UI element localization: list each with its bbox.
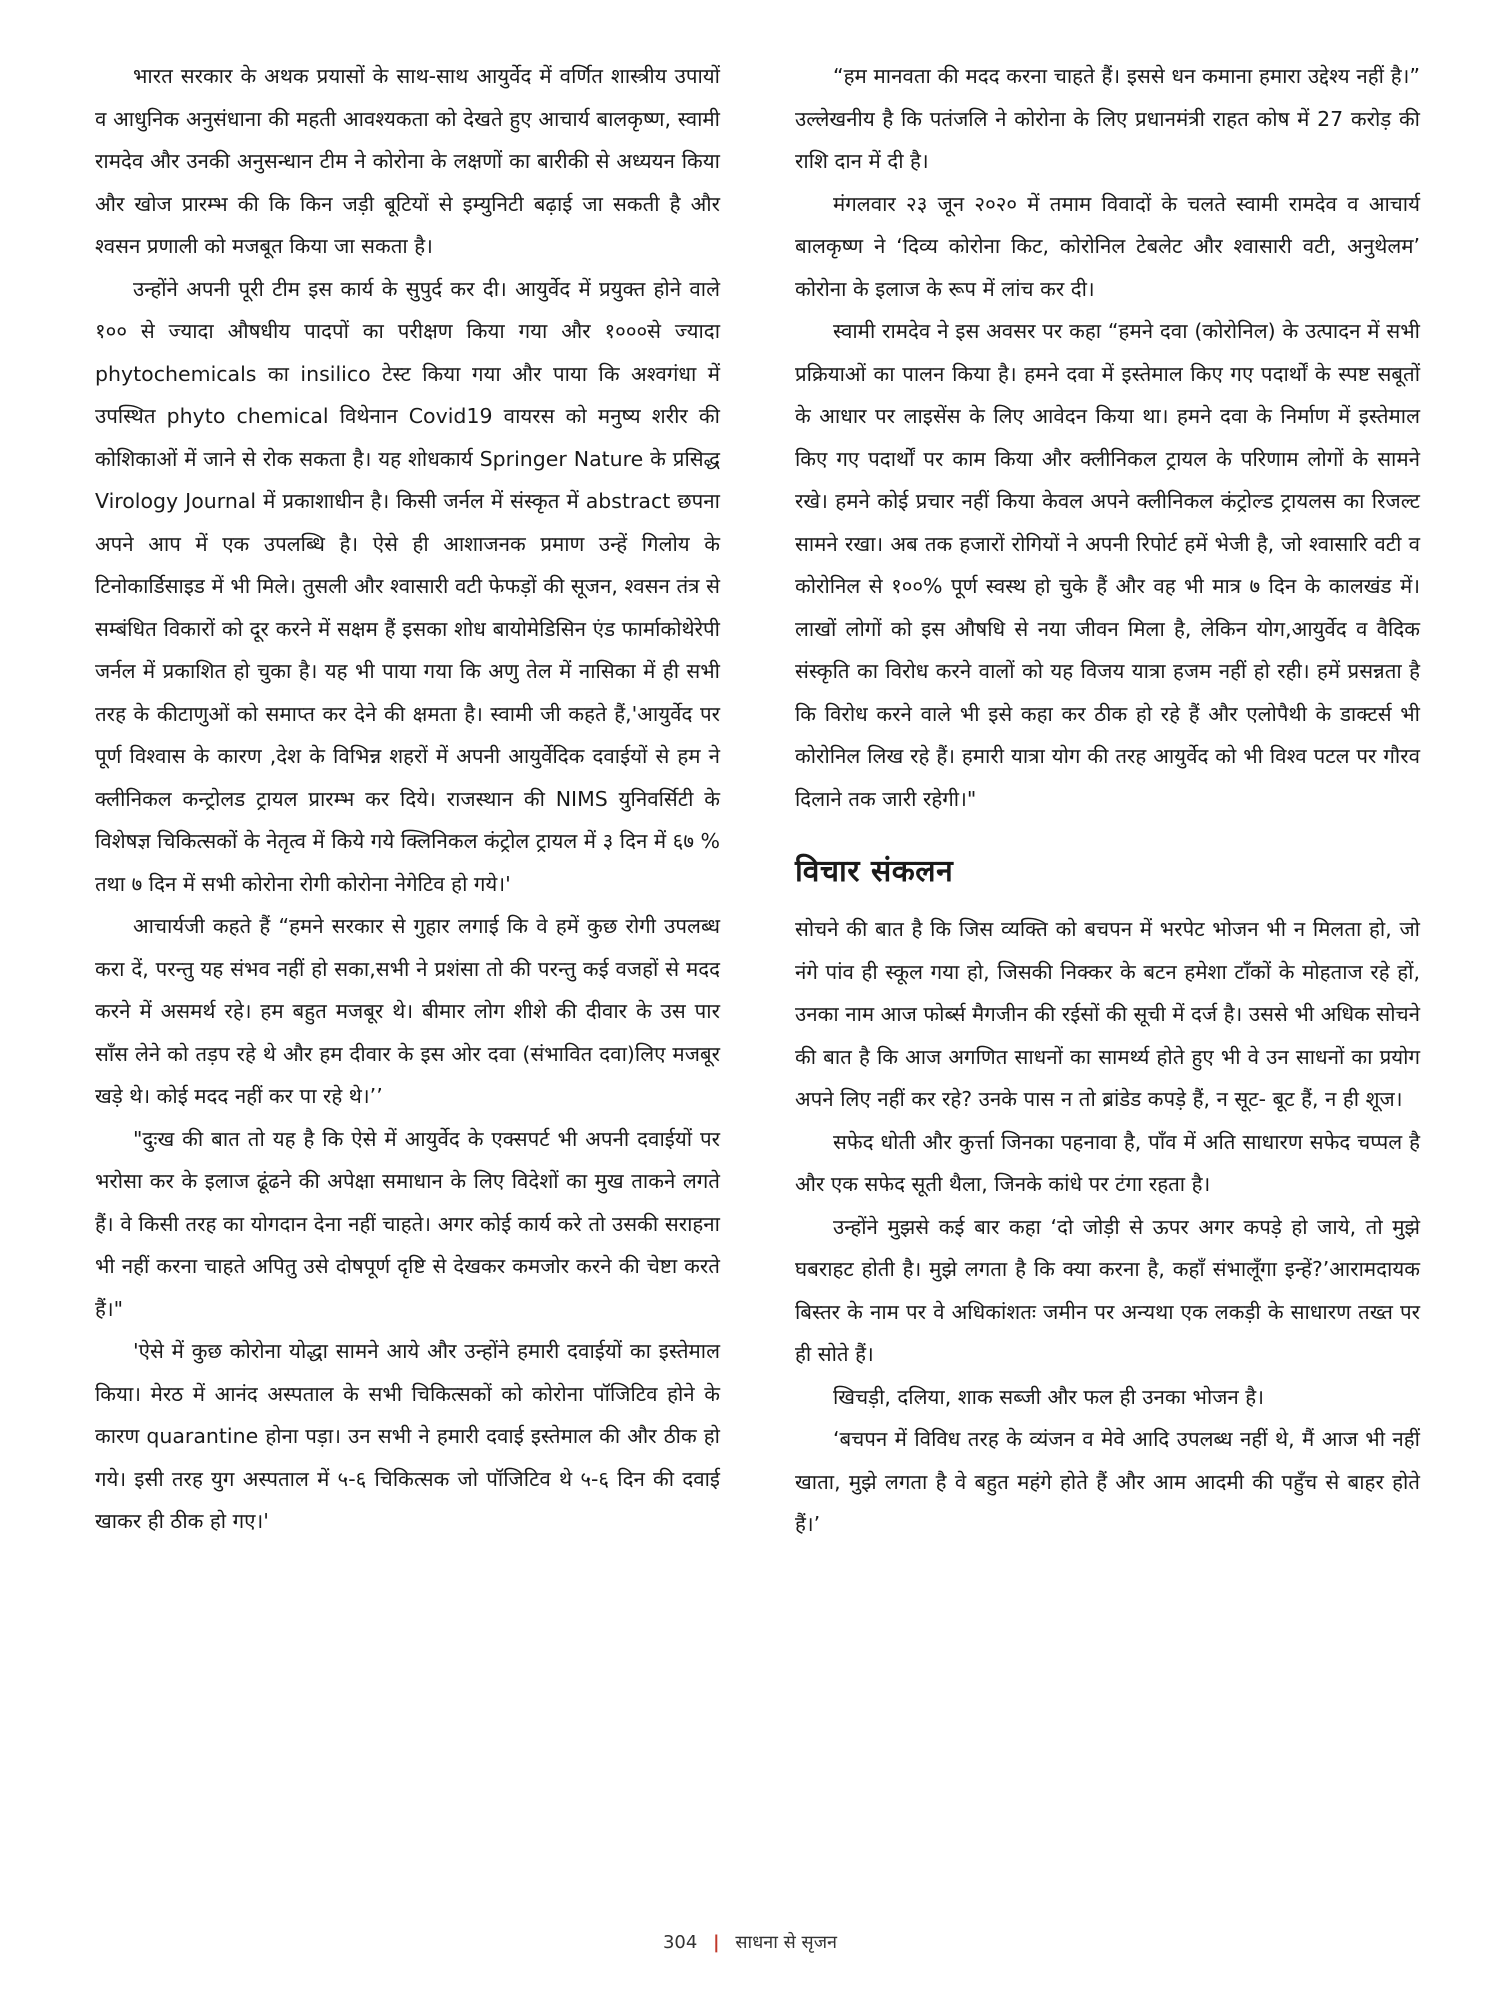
body-paragraph: "दुःख की बात तो यह है कि ऐसे में आयुर्वेद के एक्सपर्ट भी अपनी दवाईयों पर भरोसा कर के इलाज ढूंढने की अपेक्षा समाधान के लिए विदेशों का मुख ताकने लगते हैं। वे किसी तरह का योगदान देना नहीं चाहते। अगर कोई कार्य करे तो उसकी सराहना भी नहीं करना चाहते अपितु उसे दोषपूर्ण दृष्टि से देखकर कमजोर करने की चेष्टा करते हैं।" <box>95 1126 720 1321</box>
body-paragraph: 'ऐसे में कुछ कोरोना योद्धा सामने आये और उन्होंने हमारी दवाईयों का इस्तेमाल किया। मेरठ में आनंद अस्पताल के सभी चिकित्सकों को कोरोना पॉजिटिव होने के कारण quarantine होना पड़ा। उन सभी ने हमारी दवाई इस्तेमाल की और ठीक हो गये। इसी तरह युग अस्पताल में ५-६ चिकित्सक जो पॉजिटिव थे ५-६ दिन की दवाई खाकर ही ठीक हो गए।' <box>95 1339 720 1533</box>
body-paragraph: खिचड़ी, दलिया, शाक सब्जी और फल ही उनका भोजन है। <box>833 1384 1264 1409</box>
section-heading: विचार संकलन <box>795 854 954 889</box>
body-paragraph: मंगलवार २३ जून २०२० में तमाम विवादों के चलते स्वामी रामदेव व आचार्य बालकृष्ण ने ‘दिव्य कोरोना किट, कोरोनिल टेबलेट और श्वासारी वटी, अनुथेलम’ कोरोना के इलाज के रूप में लांच कर दी। <box>795 191 1420 301</box>
body-paragraph: उन्होंने अपनी पूरी टीम इस कार्य के सुपुर्द कर दी। आयुर्वेद में प्रयुक्त होने वाले १०० से ज्यादा औषधीय पादपों का परीक्षण किया गया और १०००से ज्यादा phytochemicals का insilico टेस्ट किया गया और पाया कि अश्वगंधा में उपस्थित phyto chemical विथेनान Covid19 वायरस को मनुष्य शरीर की कोशिकाओं में जाने से रोक सकता है। यह शोधकार्य Springer Nature के प्रसिद्ध Virology Journal में प्रकाशाधीन है। किसी जर्नल में संस्कृत में abstract छपना अपने आप में एक उपलब्धि है। ऐसे ही आशाजनक प्रमाण उन्हें गिलोय के टिनोकार्डिसाइड में भी मिले। तुसली और श्वासारी वटी फेफड़ों की सूजन, श्वसन तंत्र से सम्बंधित विकारों को दूर करने में सक्षम हैं इसका शोध बायोमेडिसिन एंड फार्माकोथेरेपी जर्नल में प्रकाशित हो चुका है। यह भी पाया गया कि अणु तेल में नासिका में ही सभी तरह के कीटाणुओं को समाप्त कर देने की क्षमता है। स्वामी जी कहते हैं,'आयुर्वेद पर पूर्ण विश्वास के कारण ,देश के विभिन्न शहरों में अपनी आयुर्वेदिक दवाईयों से हम ने क्लीनिकल कन्ट्रोलड ट्रायल प्रारम्भ कर दिये। राजस्थान की NIMS युनिवर्सिटी के विशेषज्ञ चिकित्सकों के नेतृत्व में किये गये क्लिनिकल कंट्रोल ट्रायल में ३ दिन में ६७ % तथा ७ दिन में सभी कोरोना रोगी कोरोना नेगेटिव हो गये।' <box>95 276 720 896</box>
page-number: 304 <box>662 1932 698 1953</box>
left-column <box>95 55 720 1543</box>
body-paragraph: उन्होंने मुझसे कई बार कहा ‘दो जोड़ी से ऊपर अगर कपड़े हो जाये, तो मुझे घबराहट होती है। मुझे लगता है कि क्या करना है, कहाँ संभालूँगा इन्हें?’आरामदायक बिस्तर के नाम पर वे अधिकांशतः जमीन पर अन्यथा एक लकड़ी के साधारण तख्त पर ही सोते हैं। <box>795 1214 1420 1366</box>
body-paragraph: सफेद धोती और कुर्त्ता जिनका पहनावा है, पाँव में अति साधारण सफेद चप्पल है और एक सफेद सूती थैला, जिनके कांधे पर टंगा रहता है। <box>795 1129 1420 1196</box>
body-paragraph: आचार्यजी कहते हैं “हमने सरकार से गुहार लगाई कि वे हमें कुछ रोगी उपलब्ध करा दें, परन्तु यह संभव नहीं हो सका,सभी ने प्रशंसा तो की परन्तु कई वजहों से मदद करने में असमर्थ रहे। हम बहुत मजबूर थे। बीमार लोग शीशे की दीवार के उस पार साँस लेने को तड़प रहे थे और हम दीवार के इस ओर दवा (संभावित दवा)लिए मजबूर खड़े थे। कोई मदद नहीं कर पा रहे थे।’’ <box>95 914 720 1108</box>
page-footer <box>0 1930 1500 1954</box>
body-paragraph: सोचने की बात है कि जिस व्यक्ति को बचपन में भरपेट भोजन भी न मिलता हो, जो नंगे पांव ही स्कूल गया हो, जिसकी निक्कर के बटन हमेशा टाँकों के मोहताज रहे हों, उनका नाम आज फोर्ब्स मैगजीन की रईसों की सूची में दर्ज है। उससे भी अधिक सोचने की बात है कि आज अगणित साधनों का सामर्थ्य होते हुए भी वे उन साधनों का प्रयोग अपने लिए नहीं कर रहे? उनके पास न तो ब्रांडेड कपड़े हैं, न सूट- बूट हैं, न ही शूज। <box>795 917 1420 1111</box>
book-title: साधना से सृजन <box>735 1932 838 1953</box>
body-paragraph: स्वामी रामदेव ने इस अवसर पर कहा “हमने दवा (कोरोनिल) के उत्पादन में सभी प्रक्रियाओं का पालन किया है। हमने दवा में इस्तेमाल किए गए पदार्थों के स्पष्ट सबूतों के आधार पर लाइसेंस के लिए आवेदन किया था। हमने दवा के निर्माण में इस्तेमाल किए गए पदार्थों पर काम किया और क्लीनिकल ट्रायल के परिणाम लोगों के सामने रखे। हमने कोई प्रचार नहीं किया केवल अपने क्लीनिकल कंट्रोल्ड ट्रायलस का रिजल्ट सामने रखा। अब तक हजारों रोगियों ने अपनी रिपोर्ट हमें भेजी है, जो श्वासारि वटी व कोरोनिल से १००% पूर्ण स्वस्थ हो चुके हैं और वह भी मात्र ७ दिन के कालखंड में। लाखों लोगों को इस औषधि से नया जीवन मिला है, लेकिन योग,आयुर्वेद व वैदिक संस्कृति का विरोध करने वालों को यह विजय यात्रा हजम नहीं हो रही। हमें प्रसन्नता है कि विरोध करने वाले भी इसे कहा कर ठीक हो रहे हैं और एलोपैथी के डाक्टर्स भी कोरोनिल लिख रहे हैं। हमारी यात्रा योग की तरह आयुर्वेद को भी विश्व पटल पर गौरव दिलाने तक जारी रहेगी।" <box>795 319 1420 811</box>
body-paragraph: “हम मानवता की मदद करना चाहते हैं। इससे धन कमाना हमारा उद्देश्य नहीं है।” उल्लेखनीय है कि पतंजलि ने कोरोना के लिए प्रधानमंत्री राहत कोष में 27 करोड़ की राशि दान में दी है। <box>795 64 1420 173</box>
footer-separator: | <box>713 1932 720 1953</box>
right-column <box>795 55 1420 1546</box>
body-paragraph: ‘बचपन में विविध तरह के व्यंजन व मेवे आदि उपलब्ध नहीं थे, मैं आज भी नहीं खाता, मुझे लगता है वे बहुत महंगे होते हैं और आम आदमी की पहुँच से बाहर होते हैं।’ <box>795 1427 1420 1536</box>
body-paragraph: भारत सरकार के अथक प्रयासों के साथ-साथ आयुर्वेद में वर्णित शास्त्रीय उपायों व आधुनिक अनुसंधाना की महती आवश्यकता को देखते हुए आचार्य बालकृष्ण, स्वामी रामदेव और उनकी अनुसन्धान टीम ने कोरोना के लक्षणों का बारीकी से अध्ययन किया और खोज प्रारम्भ की कि किन जड़ी बूटियों से इम्युनिटी बढ़ाई जा सकती है और श्वसन प्रणाली को मजबूत किया जा सकता है। <box>95 64 720 258</box>
